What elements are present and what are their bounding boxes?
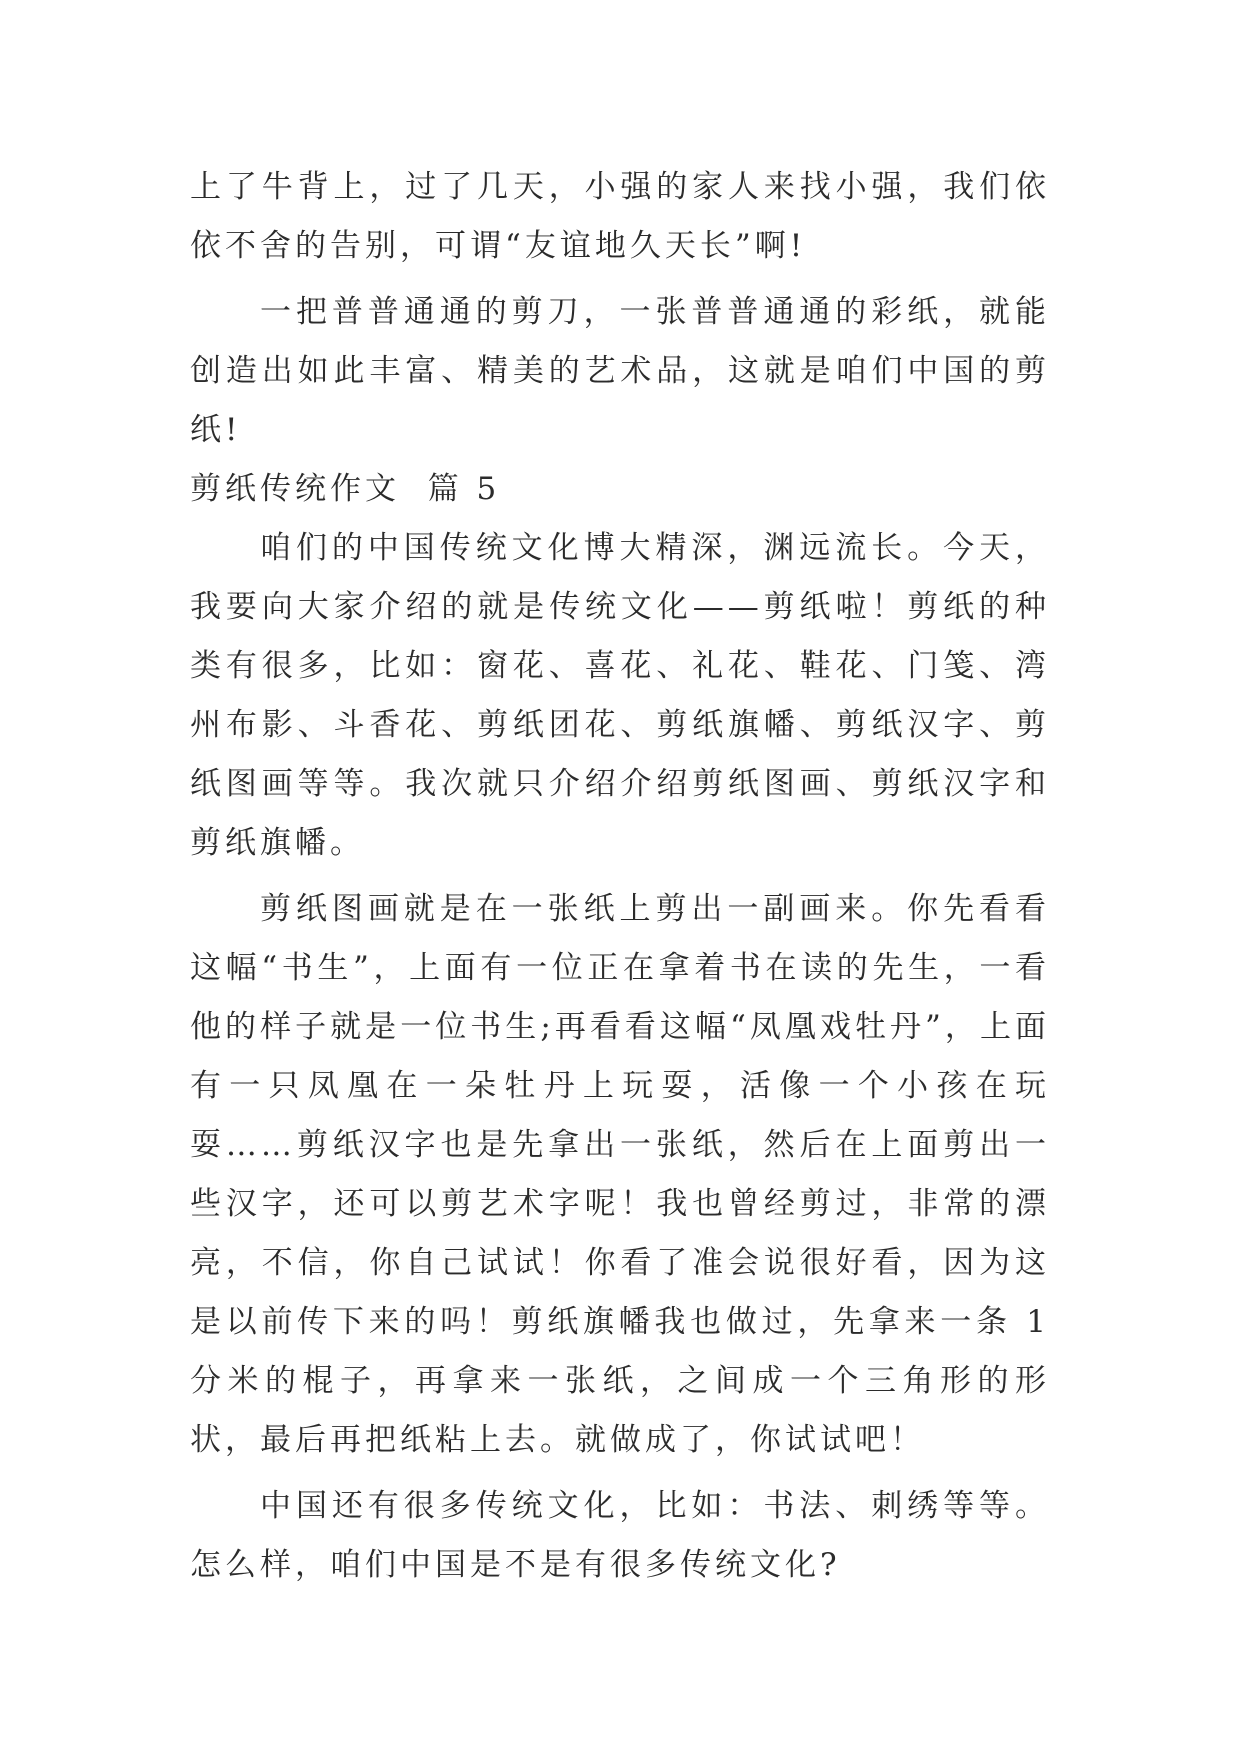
section-heading: 剪纸传统作文 篇 5 [190, 471, 501, 507]
paragraph-paper-cut-pictures: 剪纸图画就是在一张纸上剪出一副画来。你先看看这幅“书生”，上面有一位正在拿着书在读的先生，一看他的样子就是一位书生;再看看这幅“凤凰戏牡丹”，上面有一只凤凰在一朵牡丹上玩耍，活像一个小孩在玩耍……剪纸汉字也是先拿出一张纸，然后在上面剪出一些汉字，还可以剪艺术字呢！我也曾经剪过，非常的漂亮，不信，你自己试试！你看了准会说很好看，因为这是以前传下来的吗！剪纸旗幡我也做过，先拿来一条 1 分米的棍子，再拿来一张纸，之间成一个三角形的形状，最后再把纸粘上去。就做成了，你试试吧！ [190, 891, 1050, 1458]
paragraph-continued: 上了牛背上，过了几天，小强的家人来找小强，我们依依不舍的告别，可谓“友谊地久天长”啊! [190, 169, 1050, 264]
paragraph-intro: 咱们的中国传统文化博大精深，渊远流长。今天，我要向大家介绍的就是传统文化——剪纸啦！剪纸的种类有很多，比如：窗花、喜花、礼花、鞋花、门笺、湾州布影、斗香花、剪纸团花、剪纸旗幡、剪纸汉字、剪纸图画等等。我次就只介绍介绍剪纸图画、剪纸汉字和剪纸旗幡。 [190, 530, 1050, 861]
paragraph-conclusion: 中国还有很多传统文化，比如：书法、刺绣等等。怎么样，咱们中国是不是有很多传统文化? [190, 1488, 1050, 1583]
document-body [190, 158, 1050, 1595]
paragraph-scissors: 一把普普通通的剪刀，一张普普通通的彩纸，就能创造出如此丰富、精美的艺术品，这就是咱们中国的剪纸! [190, 294, 1050, 448]
